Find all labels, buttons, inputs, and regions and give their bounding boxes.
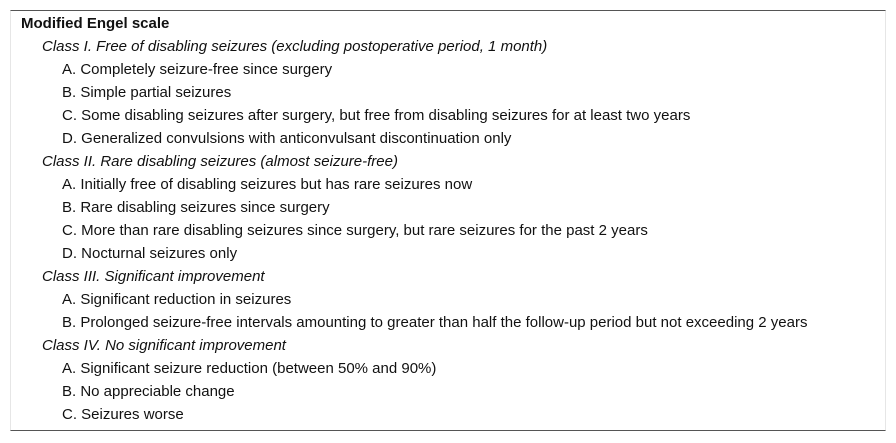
class-ii-item-a: A. Initially free of disabling seizures but has rare seizures now	[62, 176, 473, 193]
class-iii-item-b: B. Prolonged seizure-free intervals amounting to greater than half the follow-up period but not exceeding 2 years	[62, 314, 808, 331]
engel-scale-table	[10, 10, 886, 431]
class-i-item-d: D. Generalized convulsions with anticonvulsant discontinuation only	[62, 130, 512, 147]
class-iv-item-c: C. Seizures worse	[62, 406, 184, 423]
class-ii-item-c: C. More than rare disabling seizures since surgery, but rare seizures for the past 2 years	[62, 222, 648, 239]
class-i-item-c: C. Some disabling seizures after surgery, but free from disabling seizures for at least two years	[62, 107, 691, 124]
class-iv-item-a: A. Significant seizure reduction (between 50% and 90%)	[62, 360, 437, 377]
class-iv-item-b: B. No appreciable change	[62, 383, 235, 400]
class-i-item-a: A. Completely seizure-free since surgery	[62, 61, 333, 78]
class-iv-heading: Class IV. No significant improvement	[42, 337, 286, 354]
class-iii-heading: Class III. Significant improvement	[42, 268, 265, 285]
class-i-heading: Class I. Free of disabling seizures (excluding postoperative period, 1 month)	[42, 38, 548, 55]
class-iii-item-a: A. Significant reduction in seizures	[62, 291, 292, 308]
class-ii-heading: Class II. Rare disabling seizures (almost seizure-free)	[42, 153, 398, 170]
class-ii-item-b: B. Rare disabling seizures since surgery	[62, 199, 330, 216]
class-ii-item-d: D. Nocturnal seizures only	[62, 245, 238, 262]
table-title: Modified Engel scale	[21, 15, 170, 32]
class-i-item-b: B. Simple partial seizures	[62, 84, 232, 101]
